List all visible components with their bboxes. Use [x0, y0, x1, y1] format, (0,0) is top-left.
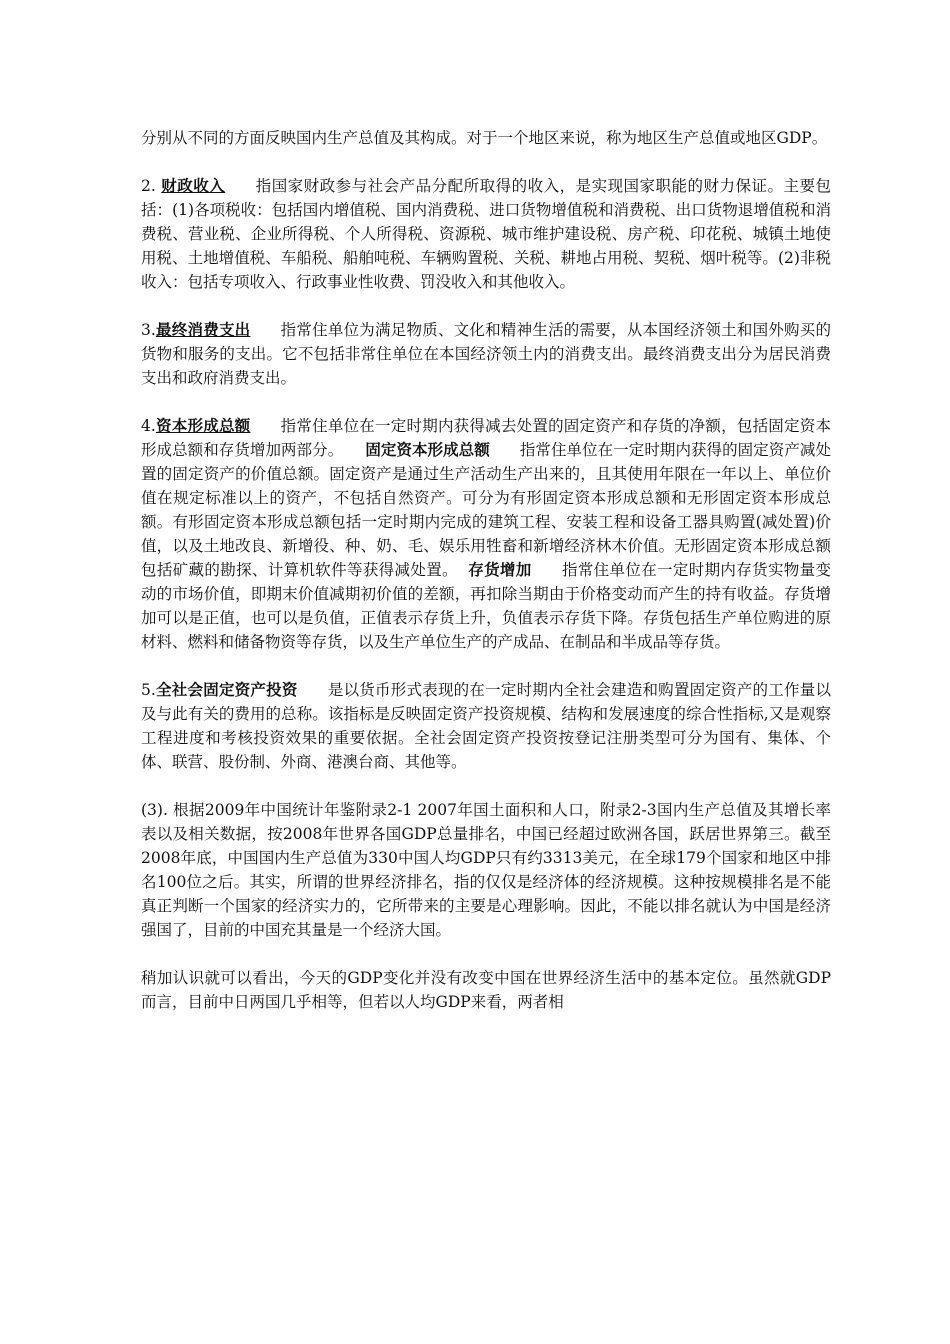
paragraph-text: 指常住单位为满足物质、文化和精神生活的需要，从本国经济领土和国外购买的货物和服务的支出。它不包括非常住单位在本国经济领土内的消费支出。最终消费支出分为居民消费支出和政府消费支出。 — [141, 321, 831, 387]
term-final-consumption: 最终消费支出 — [155, 321, 251, 339]
paragraph-fiscal-revenue — [141, 174, 831, 294]
item-number: 4. — [141, 417, 156, 435]
paragraph-text: 是以货币形式表现的在一定时期内全社会建造和购置固定资产的工作量以及与此有关的费用的总称。该指标是反映固定资产投资规模、结构和发展速度的综合性指标,又是观察工程进度和考核投资效果的重要依据。全社会固定资产投资按登记注册类型可分为国有、集体、个体、联营、股份制、外商、港澳台商、其他等。 — [141, 681, 831, 771]
paragraph-text: 分别从不同的方面反映国内生产总值及其构成。对于一个地区来说，称为地区生产总值或地区GDP。 — [141, 129, 828, 147]
item-number: 5. — [141, 681, 156, 699]
term-fixed-capital-formation: 固定资本形成总额 — [365, 441, 490, 459]
paragraph-text: (3). 根据2009年中国统计年鉴附录2-1 2007年国土面积和人口，附录2-3国内生产总值及其增长率表以及相关数据，按2008年世界各国GDP总量排名，中国已经超过欧洲各国，跃居世界第三。截至2008年底，中国国内生产总值为330中国人均GDP只有约3313美元，在全球179个国家和地区中排名100位之后。其实，所谓的世界经济排名，指的仅仅是经济体的经济规模。这种按规模排名是不能真正判断一个国家的经济实力的，它所带来的主要是心理影响。因此，不能以排名就认为中国是经济强国了，目前的中国充其量是一个经济大国。 — [141, 801, 832, 939]
term-fiscal-revenue: 财政收入 — [161, 177, 226, 195]
term-capital-formation: 资本形成总额 — [155, 417, 251, 435]
term-fixed-asset-investment: 全社会固定资产投资 — [155, 681, 298, 699]
item-number: 3. — [141, 321, 156, 339]
paragraph-gdp-continued — [141, 126, 831, 150]
paragraph-final-consumption — [141, 318, 831, 390]
paragraph-gdp-ranking — [141, 798, 831, 942]
item-number: 2. — [141, 177, 162, 195]
paragraph-text: 指常住单位在一定时期内获得减去处置的固定资产和存货的净额，包括固定资本形成总额和存货增加两部分。 — [141, 417, 831, 459]
paragraph-fixed-asset-investment — [141, 678, 831, 774]
paragraph-text: 指国家财政参与社会产品分配所取得的收入，是实现国家职能的财力保证。主要包括：(1)各项税收：包括国内增值税、国内消费税、进口货物增值税和消费税、出口货物退增值税和消费税、营业税、企业所得税、个人所得税、资源税、城市维护建设税、房产税、印花税、城镇土地使用税、土地增值税、车船税、船舶吨税、车辆购置税、关税、耕地占用税、契税、烟叶税等。(2)非税收入：包括专项收入、行政事业性收费、罚没收入和其他收入。 — [141, 177, 831, 291]
paragraph-text: 稍加认识就可以看出，今天的GDP变化并没有改变中国在世界经济生活中的基本定位。虽然就GDP而言，目前中日两国几乎相等，但若以人均GDP来看，两者相 — [141, 969, 831, 1011]
paragraph-text: 指常住单位在一定时期内存货实物量变动的市场价值，即期末价值减期初价值的差额，再扣除当期由于价格变动而产生的持有收益。存货增加可以是正值，也可以是负值，正值表示存货上升，负值表示存货下降。存货包括生产单位购进的原材料、燃料和储备物资等存货，以及生产单位生产的产成品、在制品和半成品等存货。 — [141, 561, 831, 651]
paragraph-capital-formation — [141, 414, 831, 654]
paragraph-text: 指常住单位在一定时期内获得的固定资产减处置的固定资产的价值总额。固定资产是通过生产活动生产出来的，且其使用年限在一年以上、单位价值在规定标准以上的资产，不包括自然资产。可分为有形固定资本形成总额和无形固定资本形成总额。有形固定资本形成总额包括一定时期内完成的建筑工程、安装工程和设备工器具购置(减处置)价值，以及土地改良、新增役、种、奶、毛、娱乐用牲畜和新增经济林木价值。无形固定资本形成总额包括矿藏的勘探、计算机软件等获得减处置。 — [141, 441, 831, 579]
term-inventory-increase: 存货增加 — [467, 561, 532, 579]
paragraph-gdp-positioning — [141, 966, 831, 1014]
document-body — [141, 126, 831, 1014]
